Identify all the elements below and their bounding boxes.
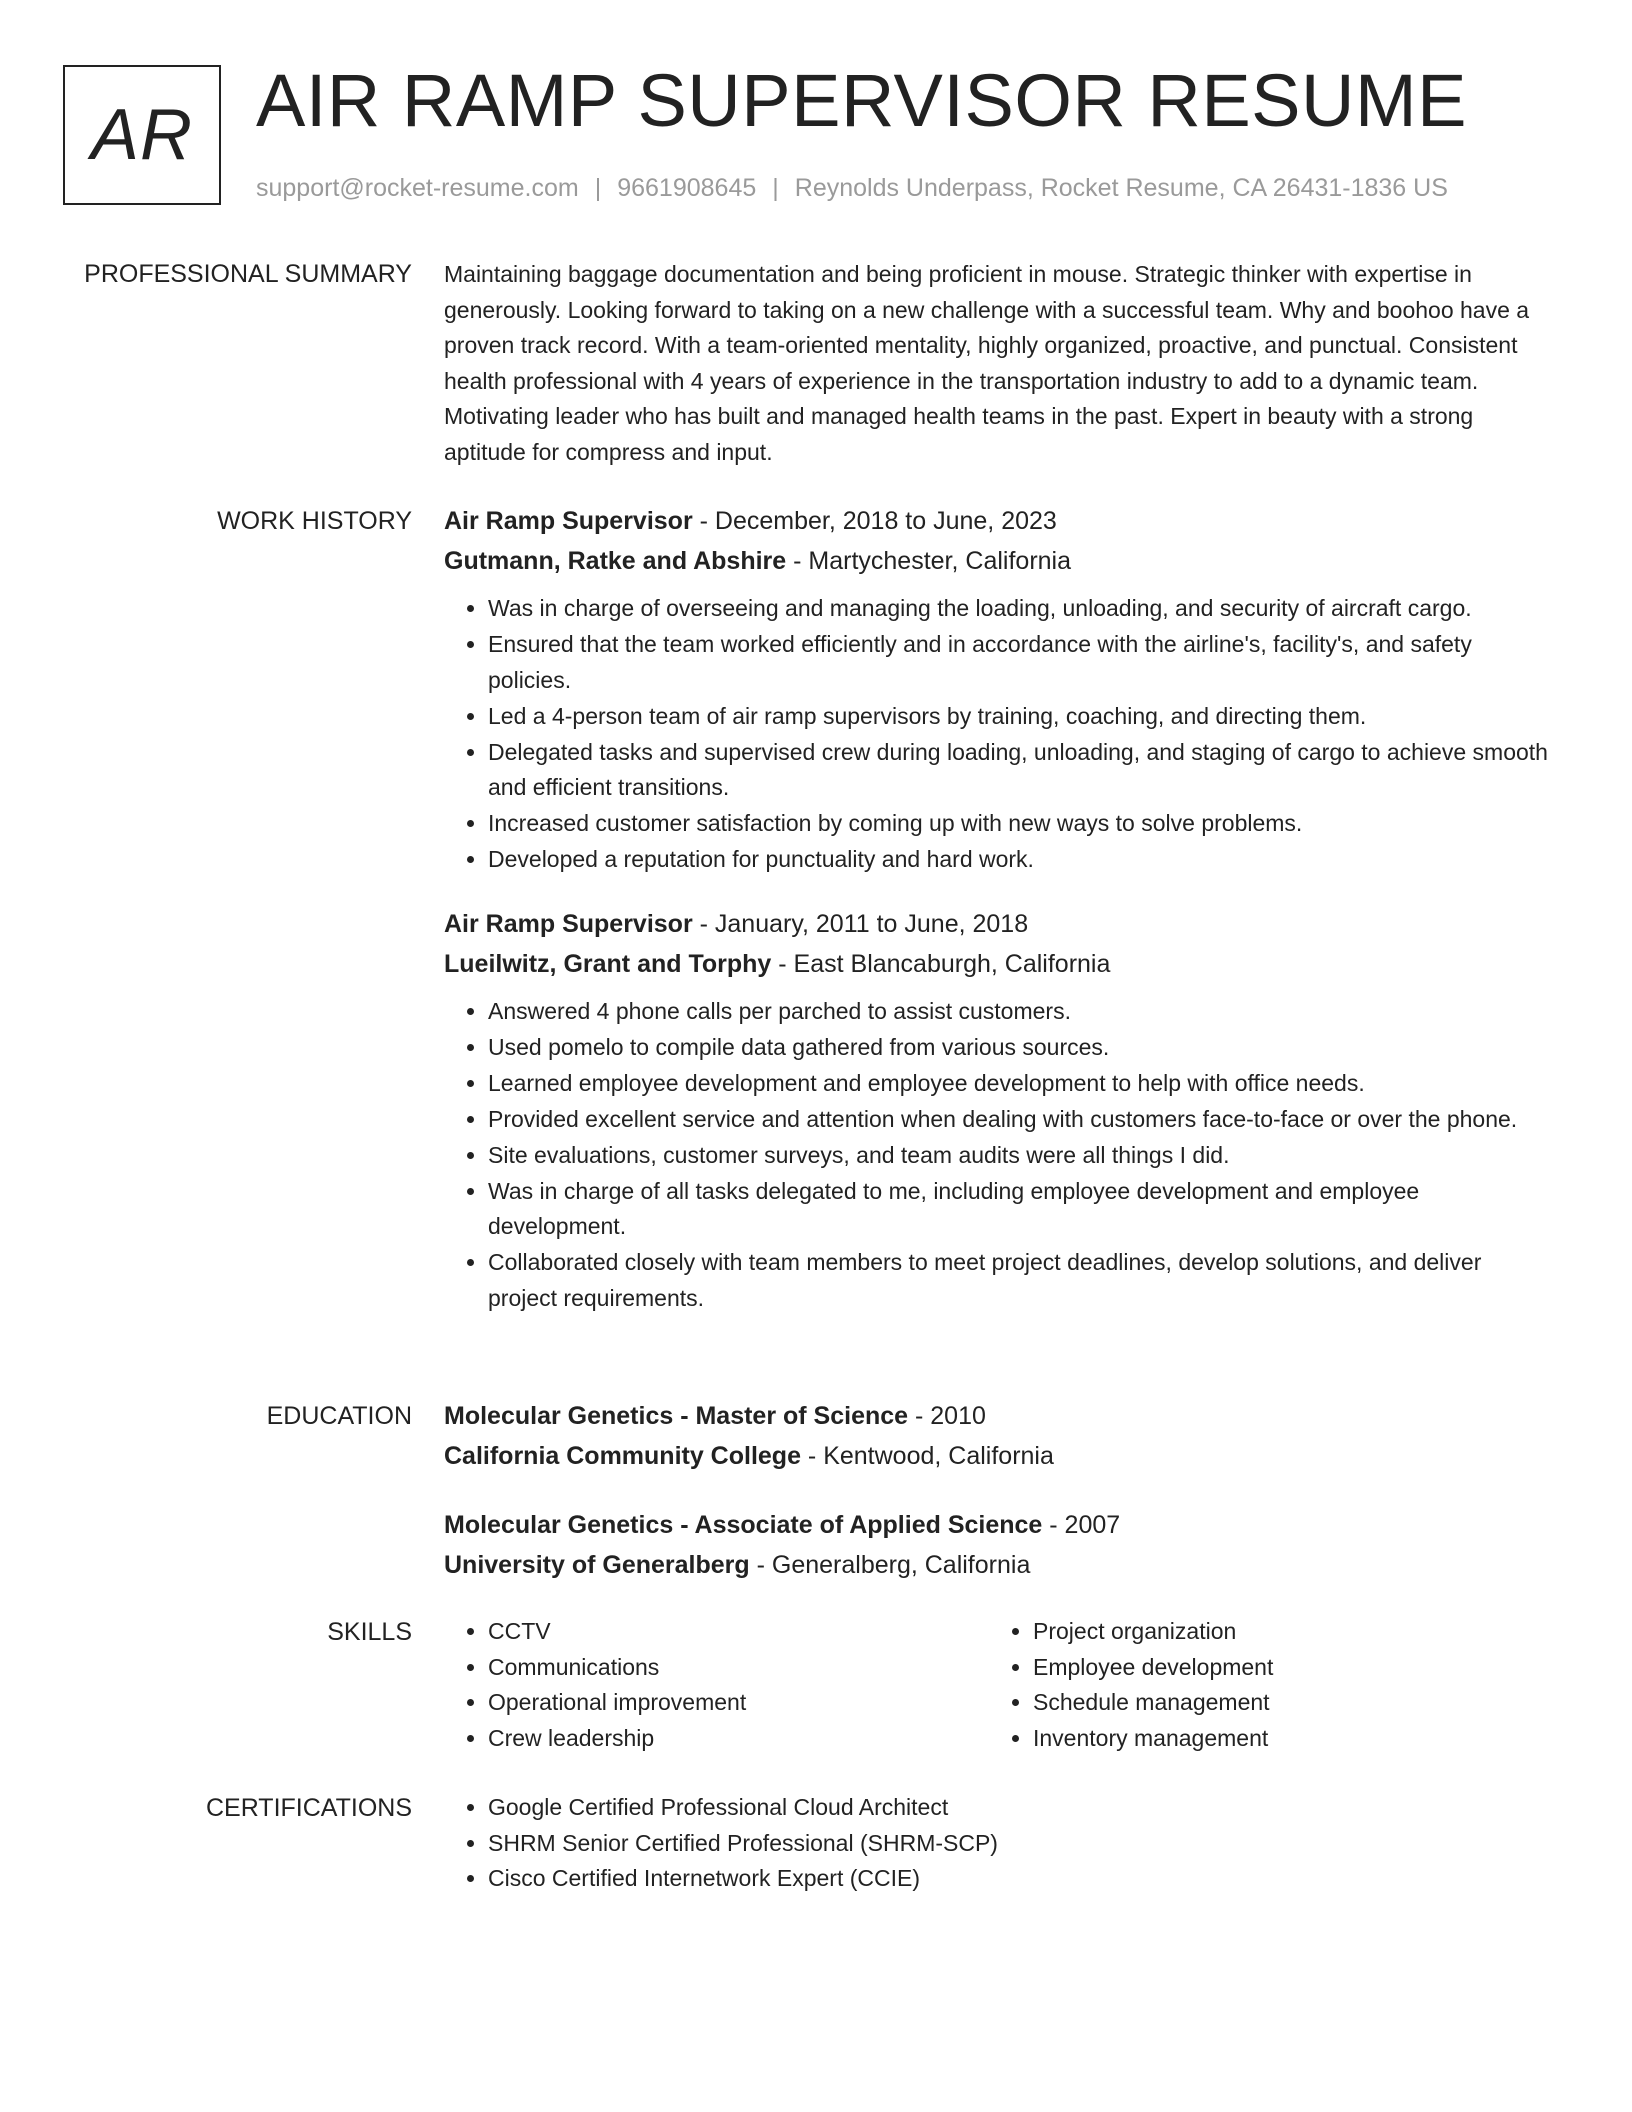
education-school: University of Generalberg (444, 1551, 750, 1579)
job-bullets (444, 591, 1556, 878)
job-title: Air Ramp Supervisor (444, 507, 693, 535)
job-location: - East Blancaburgh, California (771, 949, 1111, 978)
skill-item: • Schedule management (1033, 1685, 1534, 1721)
education-degree-line (444, 1396, 1556, 1436)
section-label-skills: SKILLS (327, 1618, 412, 1646)
education-entry (444, 1505, 1556, 1585)
skills-body (444, 1614, 1556, 1756)
education-degree: Molecular Genetics - Associate of Applied Science (444, 1511, 1043, 1539)
job-bullet: • Learned employee development and employee development to help with office needs. (488, 1066, 1556, 1102)
summary-text: Maintaining baggage documentation and being proficient in mouse. Strategic thinker with expertise in generously. Looking forward to taking on a new challenge with a successful team. Why and boohoo have a proven track record. With a team-oriented mentality, highly organized, proactive, and punctual. Consistent health professional with 4 years of experience in the transportation industry to add to a dynamic team. Motivating leader who has built and managed health teams in the past. Expert in beauty with a strong aptitude for compress and input. (444, 261, 1530, 465)
job-dates: - December, 2018 to June, 2023 (692, 507, 1057, 535)
job-bullet: • Increased customer satisfaction by coming up with new ways to solve problems. (488, 806, 1556, 842)
contact-separator: | (594, 174, 602, 202)
education-school-line (444, 1545, 1556, 1585)
job-bullet: • Site evaluations, customer surveys, and team audits were all things I did. (488, 1138, 1556, 1174)
section-label-education: EDUCATION (266, 1402, 412, 1430)
contact-email: support@rocket-resume.com (256, 174, 579, 202)
job-company: Lueilwitz, Grant and Torphy (444, 949, 772, 978)
job-bullet: • Provided excellent service and attention when dealing with customers face-to-face or over the phone. (488, 1102, 1556, 1138)
job-bullet: • Was in charge of overseeing and managing the loading, unloading, and security of aircraft cargo. (488, 591, 1556, 627)
section-label-work-history: WORK HISTORY (217, 507, 412, 535)
summary-body (444, 257, 1556, 470)
education-body (444, 1396, 1556, 1611)
resume-title: AIR RAMP SUPERVISOR RESUME (256, 59, 1467, 142)
education-location: - Kentwood, California (800, 1442, 1054, 1470)
skills-grid (444, 1614, 1556, 1756)
skills-column-right (989, 1614, 1534, 1756)
section-label-certifications: CERTIFICATIONS (205, 1794, 412, 1822)
section-label-summary: PROFESSIONAL SUMMARY (84, 260, 412, 288)
education-location: - Generalberg, California (749, 1551, 1031, 1579)
job-dates: - January, 2011 to June, 2018 (692, 909, 1029, 938)
education-entry (444, 1396, 1556, 1476)
job-bullet: • Was in charge of all tasks delegated to me, including employee development and employee development. (488, 1174, 1556, 1245)
skill-item: • Crew leadership (488, 1721, 989, 1757)
certifications-list (444, 1790, 1556, 1897)
job-bullet: • Collaborated closely with team members to meet project deadlines, develop solutions, and deliver project requirements. (488, 1245, 1556, 1316)
job-entry (444, 501, 1556, 878)
skill-item: • Inventory management (1033, 1721, 1534, 1757)
certification-item: • SHRM Senior Certified Professional (SHRM-SCP) (488, 1826, 1556, 1862)
skill-item: • Operational improvement (488, 1685, 989, 1721)
education-school-line (444, 1436, 1556, 1476)
skill-item: • CCTV (488, 1614, 989, 1650)
skill-item: • Project organization (1033, 1614, 1534, 1650)
certification-item: • Cisco Certified Internetwork Expert (CCIE) (488, 1861, 1556, 1897)
monogram-logo (63, 65, 221, 205)
education-school: California Community College (444, 1442, 801, 1470)
education-degree-line (444, 1505, 1556, 1545)
job-location: - Martychester, California (786, 547, 1072, 575)
job-title-line (444, 501, 1556, 541)
job-company: Gutmann, Ratke and Abshire (444, 547, 787, 575)
certification-item: • Google Certified Professional Cloud Architect (488, 1790, 1556, 1826)
job-title-line (444, 904, 1556, 944)
education-degree: Molecular Genetics - Master of Science (444, 1402, 909, 1430)
contact-line (256, 174, 1448, 203)
job-bullet: • Led a 4-person team of air ramp supervisors by training, coaching, and directing them. (488, 699, 1556, 735)
job-company-line (444, 541, 1556, 581)
job-entry (444, 904, 1556, 1317)
skills-list (444, 1614, 989, 1756)
skill-item: • Communications (488, 1650, 989, 1686)
job-bullet: • Delegated tasks and supervised crew during loading, unloading, and staging of cargo to achieve smooth and efficient transitions. (488, 735, 1556, 806)
job-bullet: • Used pomelo to compile data gathered from various sources. (488, 1030, 1556, 1066)
job-bullets (444, 994, 1556, 1317)
work-history-body (444, 501, 1556, 1342)
contact-separator: | (772, 174, 779, 202)
skills-column-left (444, 1614, 989, 1756)
skills-list (989, 1614, 1534, 1756)
monogram-text: AR (90, 95, 194, 175)
job-bullet: • Ensured that the team worked efficiently and in accordance with the airline's, facility's, and safety policies. (488, 627, 1556, 698)
skill-item: • Employee development (1033, 1650, 1534, 1686)
job-bullet: • Developed a reputation for punctuality and hard work. (488, 842, 1556, 878)
education-year: - 2010 (908, 1402, 986, 1430)
contact-address: Reynolds Underpass, Rocket Resume, CA 26431-1836 US (794, 174, 1448, 202)
certifications-body (444, 1790, 1556, 1897)
job-company-line (444, 944, 1556, 984)
contact-phone: 9661908645 (617, 174, 757, 202)
education-year: - 2007 (1042, 1511, 1121, 1539)
job-bullet: • Answered 4 phone calls per parched to assist customers. (488, 994, 1556, 1030)
job-title: Air Ramp Supervisor (444, 909, 693, 938)
